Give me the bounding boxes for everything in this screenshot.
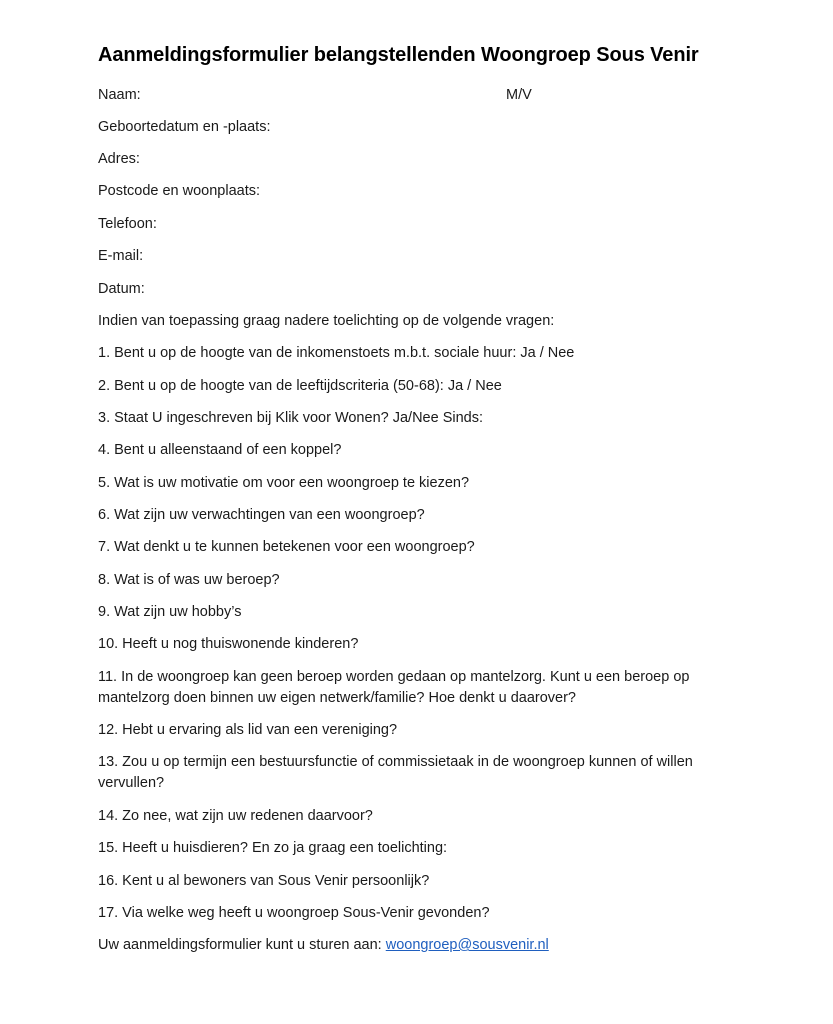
question-3: 3. Staat U ingeschreven bij Klik voor Wonen? Ja/Nee Sinds: (98, 410, 483, 426)
intro-text: Indien van toepassing graag nadere toelichting op de volgende vragen: (98, 313, 555, 329)
question-14: 14. Zo nee, wat zijn uw redenen daarvoor? (98, 808, 373, 824)
field-postcode: Postcode en woonplaats: (98, 183, 261, 199)
field-telefoon: Telefoon: (98, 216, 157, 232)
footer-line (98, 935, 549, 956)
field-gender: M/V (506, 87, 532, 103)
question-12: 12. Hebt u ervaring als lid van een vereniging? (98, 722, 398, 738)
question-13: 13. Zou u op termijn een bestuursfunctie of commissietaak in de woongroep kunnen of willen vervullen? (98, 754, 693, 791)
page-title: Aanmeldingsformulier belangstellenden Woongroep Sous Venir (98, 44, 699, 66)
question-10: 10. Heeft u nog thuiswonende kinderen? (98, 636, 359, 652)
question-15: 15. Heeft u huisdieren? En zo ja graag een toelichting: (98, 840, 448, 856)
field-adres: Adres: (98, 151, 140, 167)
question-2: 2. Bent u op de hoogte van de leeftijdscriteria (50-68): Ja / Nee (98, 378, 502, 394)
field-naam: Naam: (98, 87, 141, 103)
field-datum: Datum: (98, 281, 145, 297)
question-4: 4. Bent u alleenstaand of een koppel? (98, 442, 342, 458)
question-9: 9. Wat zijn uw hobby’s (98, 604, 242, 620)
question-17: 17. Via welke weg heeft u woongroep Sous-Venir gevonden? (98, 905, 490, 921)
question-1: 1. Bent u op de hoogte van de inkomenstoets m.b.t. sociale huur: Ja / Nee (98, 345, 575, 361)
question-11: 11. In de woongroep kan geen beroep worden gedaan op mantelzorg. Kunt u een beroep op mantelzorg doen binnen uw eigen netwerk/familie? Hoe denkt u daarover? (98, 669, 690, 706)
question-16: 16. Kent u al bewoners van Sous Venir persoonlijk? (98, 873, 430, 889)
question-7: 7. Wat denkt u te kunnen betekenen voor een woongroep? (98, 539, 475, 555)
question-5: 5. Wat is uw motivatie om voor een woongroep te kiezen? (98, 475, 470, 491)
email-link[interactable]: woongroep@sousvenir.nl (385, 937, 549, 953)
question-6: 6. Wat zijn uw verwachtingen van een woongroep? (98, 507, 425, 523)
field-geboorte: Geboortedatum en -plaats: (98, 119, 271, 135)
field-email: E-mail: (98, 248, 144, 264)
footer-text: Uw aanmeldingsformulier kunt u sturen aan: (98, 937, 386, 953)
question-8: 8. Wat is of was uw beroep? (98, 572, 280, 588)
